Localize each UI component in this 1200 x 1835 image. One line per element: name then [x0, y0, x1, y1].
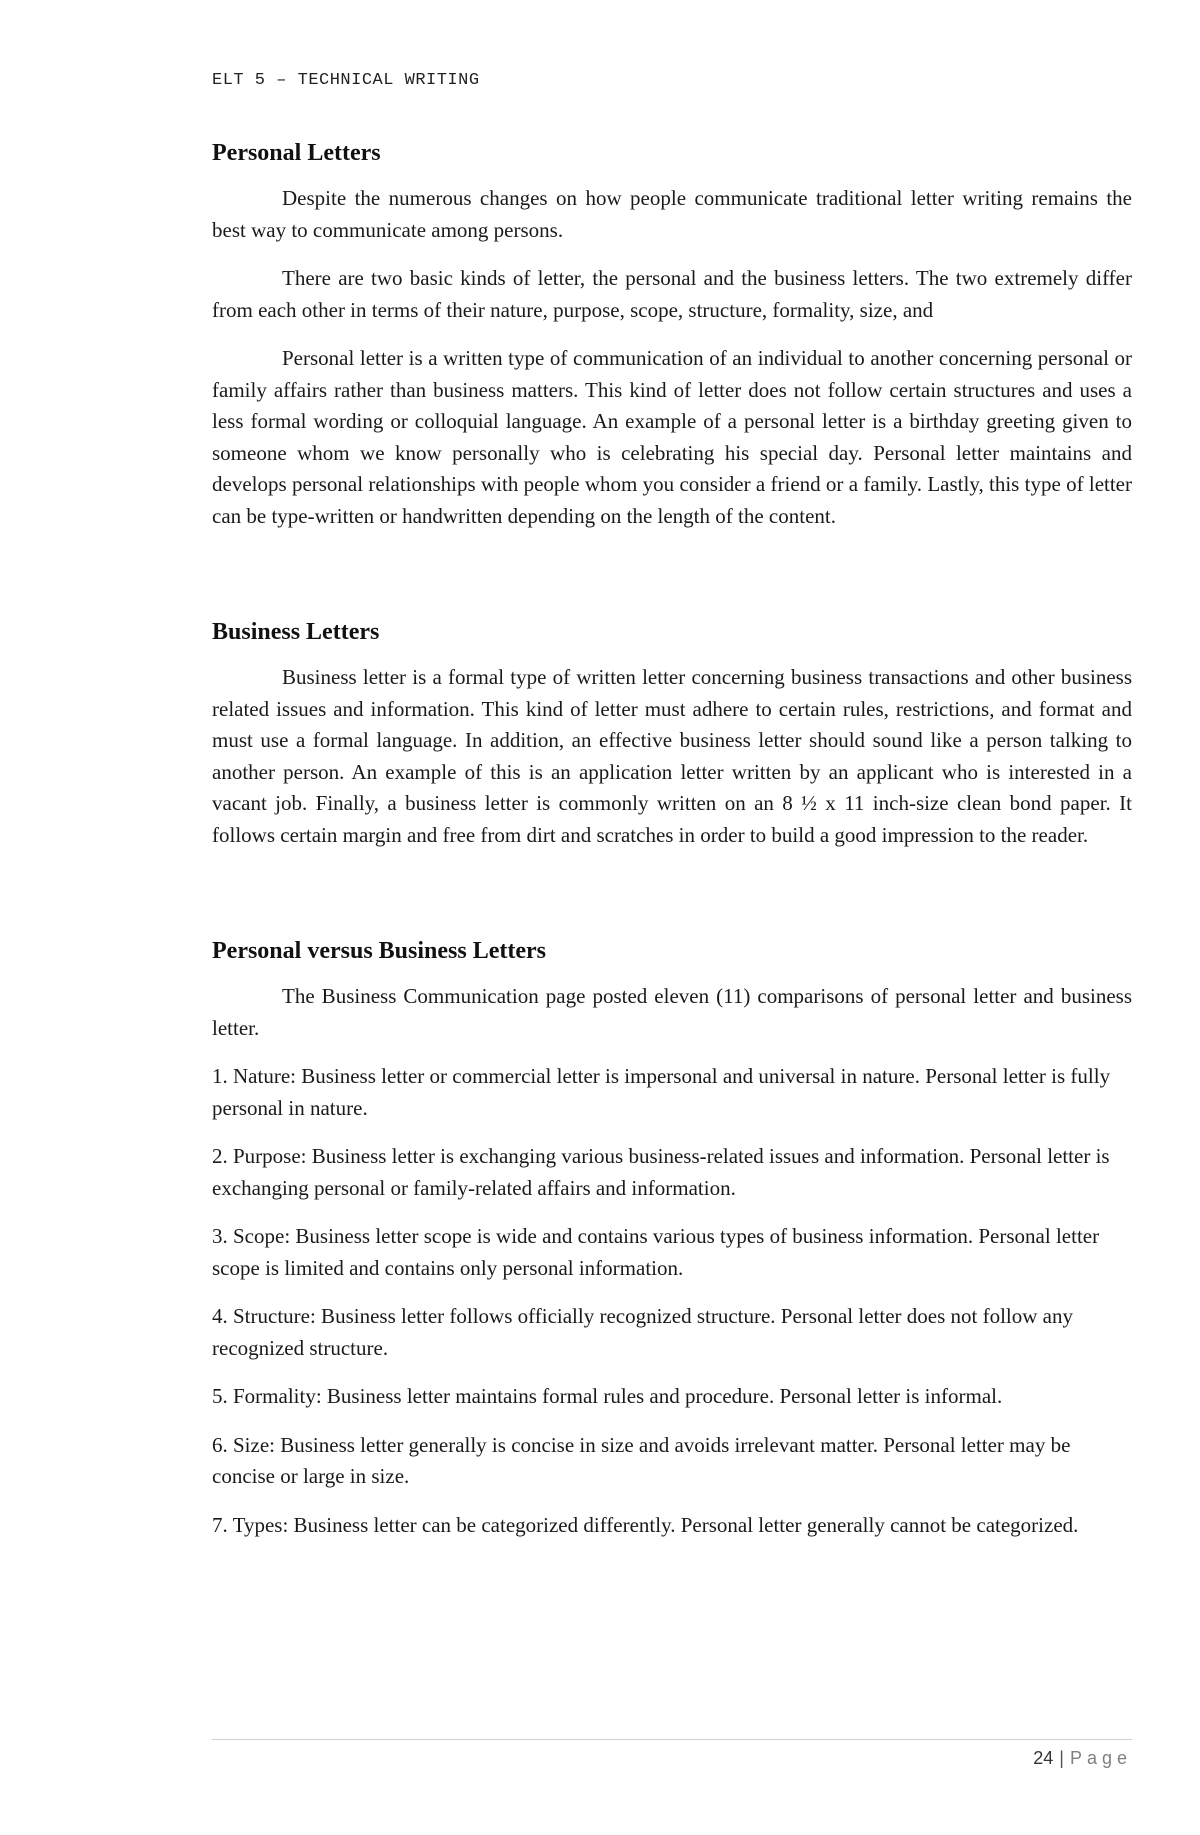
comparison-item: 7. Types: Business letter can be categorized differently. Personal letter generally cannot be categorized. — [212, 1512, 1079, 1537]
page-label: Page — [1069, 1748, 1132, 1768]
section-heading-personal-letters: Personal Letters — [212, 140, 381, 166]
comparison-item: 6. Size: Business letter generally is concise in size and avoids irrelevant matter. Personal letter may be concise or large in size. — [212, 1432, 1071, 1488]
paragraph: The Business Communication page posted eleven (11) comparisons of personal letter and business letter. — [212, 984, 1132, 1040]
page-footer — [1033, 1748, 1132, 1769]
paragraph: Personal letter is a written type of communication of an individual to another concerning personal or family affairs rather than business matters. This kind of letter does not follow certain structures and uses a less formal wording or colloquial language. An example of a personal letter is a birthday greeting given to someone whom we know personally who is celebrating his special day. Personal letter maintains and develops personal relationships with people whom you consider a friend or a family. Lastly, this type of letter can be type-written or handwritten depending on the length of the content. — [212, 346, 1132, 528]
section-heading-business-letters: Business Letters — [212, 619, 380, 645]
paragraph: There are two basic kinds of letter, the personal and the business letters. The two extremely differ from each other in terms of their nature, purpose, scope, structure, formality, size, and — [212, 266, 1132, 322]
section-heading-personal-versus-business: Personal versus Business Letters — [212, 938, 546, 964]
comparison-item: 5. Formality: Business letter maintains formal rules and procedure. Personal letter is informal. — [212, 1384, 1003, 1408]
section-spacer — [212, 549, 1132, 619]
comparison-item: 4. Structure: Business letter follows officially recognized structure. Personal letter does not follow any recognized structure. — [212, 1304, 1073, 1360]
footer-separator: | — [1059, 1748, 1064, 1768]
running-header: ELT 5 – TECHNICAL WRITING — [212, 71, 480, 90]
page-content — [212, 140, 1132, 1558]
paragraph: Business letter is a formal type of written letter concerning business transactions and other business related issues and information. This kind of letter must adhere to certain rules, restrictions, and format and must use a formal language. In addition, an effective business letter should sound like a person talking to another person. An example of this is an application letter written by an applicant who is interested in a vacant job. Finally, a business letter is commonly written on an 8 ½ x 11 inch-size clean bond paper. It follows certain margin and free from dirt and scratches in order to build a good impression to the reader. — [212, 665, 1132, 847]
comparison-item: 1. Nature: Business letter or commercial letter is impersonal and universal in nature. Personal letter is fully personal in nature. — [212, 1064, 1111, 1120]
comparison-item: 3. Scope: Business letter scope is wide and contains various types of business information. Personal letter scope is limited and contains only personal information. — [212, 1224, 1100, 1280]
footer-divider — [212, 1739, 1132, 1740]
page-number: 24 — [1033, 1748, 1054, 1768]
comparison-item: 2. Purpose: Business letter is exchanging various business-related issues and information. Personal letter is exchanging personal or family-related affairs and information. — [212, 1144, 1110, 1200]
paragraph: Despite the numerous changes on how people communicate traditional letter writing remains the best way to communicate among persons. — [212, 186, 1132, 242]
section-spacer — [212, 868, 1132, 938]
